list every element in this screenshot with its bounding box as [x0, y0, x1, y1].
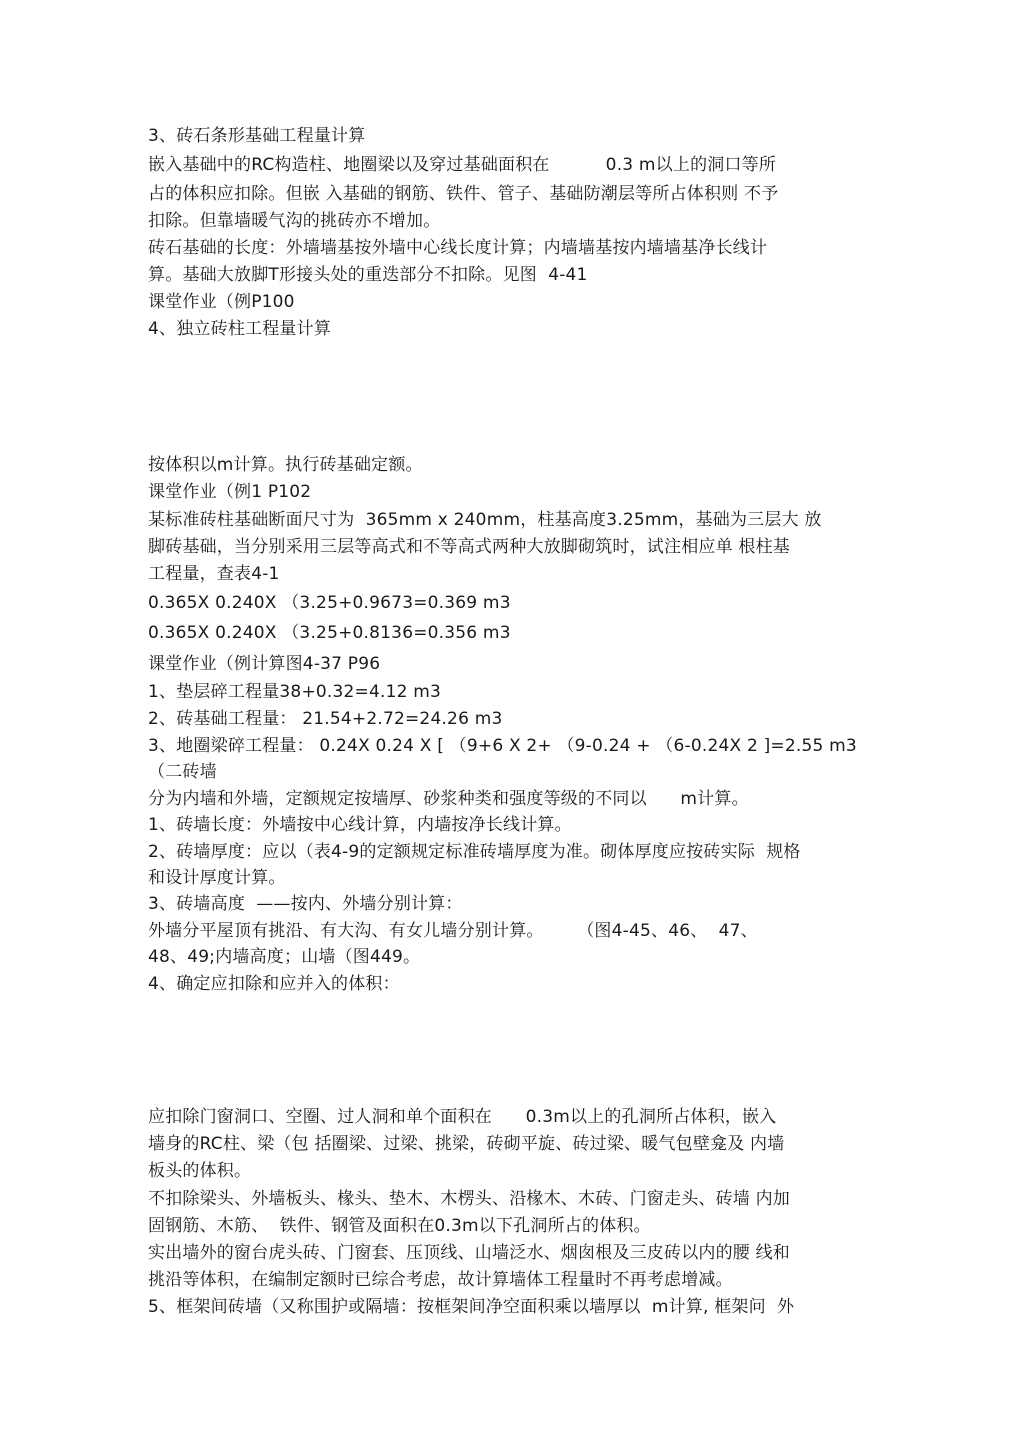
- text-line: 3、砖墙高度 ——按内、外墙分别计算：: [148, 894, 463, 914]
- text-line: 应扣除门窗洞口、空圈、过人洞和单个面积在 0.3m以上的孔洞所占体积，嵌入: [148, 1107, 777, 1127]
- section-heading: 3、砖石条形基础工程量计算: [148, 126, 366, 146]
- text-line: 某标准砖柱基础断面尺寸为 365mm x 240mm，柱基高度3.25mm，基础为三层大 放: [148, 510, 822, 530]
- text-line: 嵌入基础中的RC构造柱、地圈梁以及穿过基础面积在 0.3 m以上的洞口等所: [148, 155, 777, 175]
- text-line: 挑沿等体积，在编制定额时已综合考虑，故计算墙体工程量时不再考虑增减。: [148, 1270, 733, 1290]
- text-line: 不扣除梁头、外墙板头、椽头、垫木、木楞头、沿椽木、木砖、门窗走头、砖墙 内加: [148, 1189, 791, 1209]
- text-line: 占的体积应扣除。但嵌 入基础的钢筋、铁件、管子、基础防潮层等所占体积则 不予: [148, 184, 779, 204]
- text-line: 和设计厚度计算。: [148, 868, 286, 888]
- text-line: 1、垫层碎工程量38+0.32=4.12 m3: [148, 682, 442, 702]
- text-line: 板头的体积。: [148, 1161, 252, 1181]
- section-heading: 4、独立砖柱工程量计算: [148, 319, 332, 339]
- text-line: 5、框架间砖墙（又称围护或隔墙：按框架间净空面积乘以墙厚以 m计算, 框架问 外: [148, 1297, 795, 1317]
- text-line: 墙身的RC柱、梁（包 括圈梁、过梁、挑梁，砖砌平旋、砖过梁、暖气包壁龛及 内墙: [148, 1134, 785, 1154]
- text-line: 算。基础大放脚T形接头处的重迭部分不扣除。见图 4-41: [148, 265, 588, 285]
- text-line: 分为内墙和外墙，定额规定按墙厚、砂浆种类和强度等级的不同以 m计算。: [148, 789, 749, 809]
- text-line: 2、砖墙厚度：应以（表4-9的定额规定标准砖墙厚度为准。砌体厚度应按砖实际 规格: [148, 842, 801, 862]
- text-line: 课堂作业（例P100: [148, 292, 295, 312]
- text-line: 课堂作业（例计算图4-37 P96: [148, 654, 381, 674]
- text-line: 固钢筋、木筋、 铁件、钢管及面积在0.3m以下孔洞所占的体积。: [148, 1216, 651, 1236]
- text-line: 课堂作业（例1 P102: [148, 482, 312, 502]
- text-line: 按体积以m计算。执行砖基础定额。: [148, 455, 423, 475]
- section-heading: （二砖墙: [148, 762, 217, 782]
- formula-line: 0.365X 0.240X （3.25+0.8136=0.356 m3: [148, 623, 511, 643]
- formula-line: 0.365X 0.240X （3.25+0.9673=0.369 m3: [148, 593, 511, 613]
- text-line: 脚砖基础，当分别采用三层等高式和不等高式两种大放脚砌筑时，试注相应单 根柱基: [148, 537, 791, 557]
- text-line: 扣除。但靠墙暖气沟的挑砖亦不增加。: [148, 211, 441, 231]
- text-line: 外墙分平屋顶有挑沿、有大沟、有女儿墙分别计算。 （图4-45、46、 47、: [148, 921, 758, 941]
- text-line: 2、砖基础工程量： 21.54+2.72=24.26 m3: [148, 709, 503, 729]
- section-heading: 4、确定应扣除和应并入的体积：: [148, 974, 400, 994]
- text-line: 1、砖墙长度：外墙按中心线计算，内墙按净长线计算。: [148, 815, 572, 835]
- text-line: 3、地圈梁碎工程量： 0.24X 0.24 X [ （9+6 X 2+ （9-0.24 + （6-0.24X 2 ]=2.55 m3: [148, 736, 857, 756]
- text-line: 砖石基础的长度：外墙墙基按外墙中心线长度计算；内墙墙基按内墙墙基净长线计: [148, 238, 768, 258]
- text-line: 48、49;内墙高度；山墙（图449。: [148, 947, 421, 967]
- text-line: 工程量，查表4-1: [148, 564, 280, 584]
- text-line: 实出墙外的窗台虎头砖、门窗套、压顶线、山墙泛水、烟囱根及三皮砖以内的腰 线和: [148, 1243, 791, 1263]
